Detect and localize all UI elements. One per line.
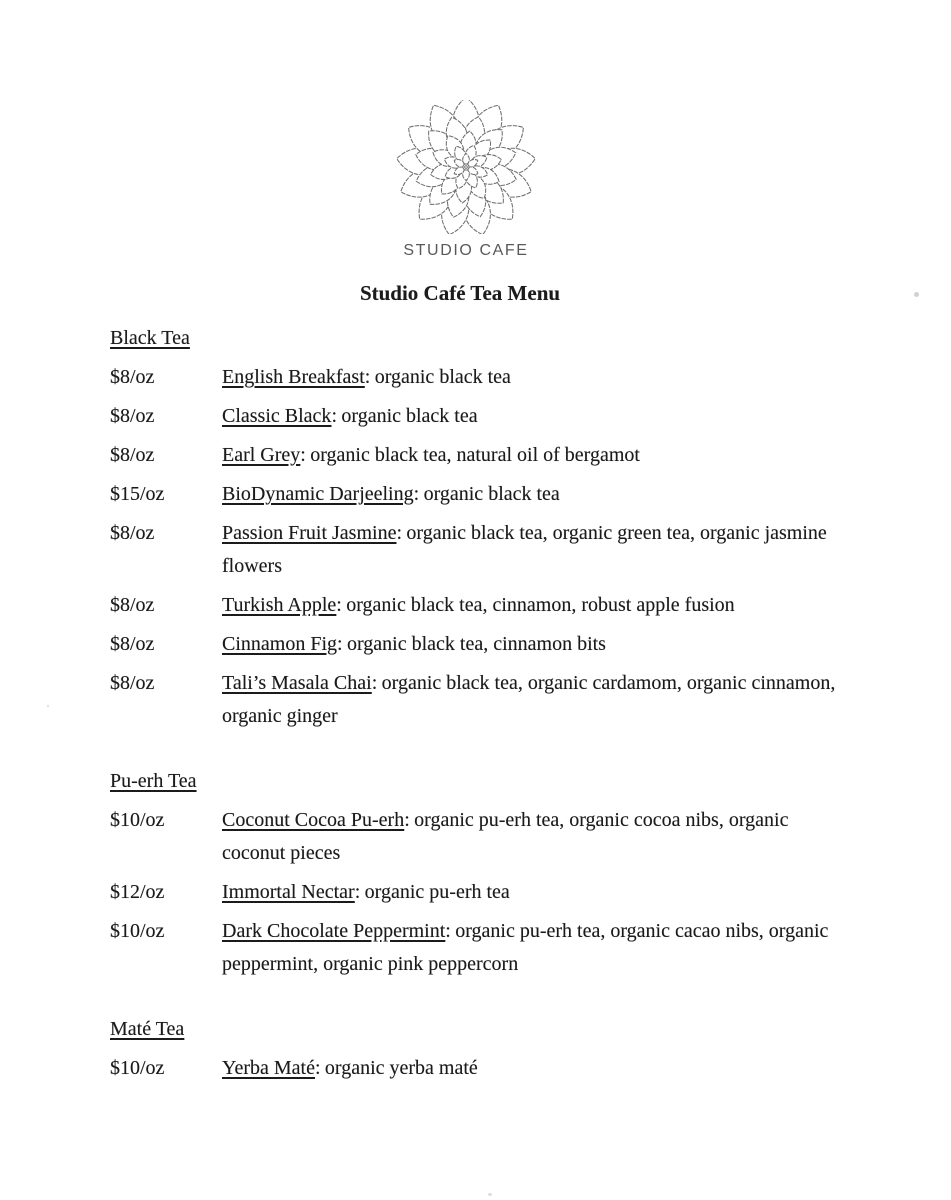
section-heading: Maté Tea xyxy=(110,1018,185,1040)
item-price: $8/oz xyxy=(110,366,155,388)
item-description xyxy=(222,915,852,981)
item-price: $8/oz xyxy=(110,405,155,427)
item-description xyxy=(222,628,852,661)
tea-name: BioDynamic Darjeeling xyxy=(222,483,414,505)
tea-ingredients: organic black tea, organic cardamom, organic cinnamon, organic ginger xyxy=(222,672,836,727)
name-colon: : xyxy=(336,594,342,616)
name-colon: : xyxy=(300,444,306,466)
item-price: $8/oz xyxy=(110,522,155,544)
tea-name: Passion Fruit Jasmine xyxy=(222,522,397,544)
item-description xyxy=(222,667,852,733)
tea-name: Tali’s Masala Chai xyxy=(222,672,372,694)
tea-ingredients: organic black tea, natural oil of bergamot xyxy=(310,444,640,466)
section-rows xyxy=(110,804,829,981)
tea-name: Turkish Apple xyxy=(222,594,337,616)
item-description xyxy=(222,400,852,433)
tea-name: English Breakfast xyxy=(222,366,365,388)
name-colon: : xyxy=(404,809,410,831)
tea-ingredients: organic black tea xyxy=(423,483,560,505)
menu-section xyxy=(110,765,829,981)
tea-ingredients: organic black tea xyxy=(341,405,478,427)
name-colon: : xyxy=(331,405,337,427)
tea-name: Immortal Nectar xyxy=(222,881,355,903)
name-colon: : xyxy=(396,522,403,544)
name-colon: : xyxy=(445,920,451,942)
logo-block xyxy=(0,100,932,260)
name-colon: : xyxy=(371,672,378,694)
item-price: $8/oz xyxy=(110,594,155,616)
item-price: $15/oz xyxy=(110,483,165,505)
tea-ingredients: organic pu-erh tea, organic cocoa nibs, organic coconut pieces xyxy=(222,809,789,864)
item-price: $10/oz xyxy=(110,809,165,831)
tea-ingredients: organic black tea xyxy=(374,366,511,388)
menu-sections xyxy=(110,322,836,1085)
section-heading: Black Tea xyxy=(110,327,190,349)
item-description xyxy=(222,361,852,394)
item-description xyxy=(222,1052,852,1085)
section-rows xyxy=(110,1052,810,1085)
name-colon: : xyxy=(354,881,361,903)
item-description xyxy=(222,589,852,622)
menu-item-row xyxy=(110,517,852,583)
menu-item-row xyxy=(110,804,852,870)
name-colon: : xyxy=(314,1057,321,1079)
menu-item-row xyxy=(110,1052,852,1085)
tea-ingredients: organic yerba maté xyxy=(324,1057,478,1079)
item-price: $8/oz xyxy=(110,444,155,466)
menu-item-row xyxy=(110,876,852,909)
item-price: $12/oz xyxy=(110,881,165,903)
brand-name: STUDIO CAFE xyxy=(403,242,529,259)
section-rows xyxy=(110,361,836,733)
page-title: Studio Café Tea Menu xyxy=(359,281,561,305)
menu-section xyxy=(110,322,836,733)
tea-name: Coconut Cocoa Pu-erh xyxy=(222,809,405,831)
tea-ingredients: organic black tea, organic green tea, organic jasmine flowers xyxy=(222,522,827,577)
scan-speck xyxy=(914,292,919,297)
section-heading: Pu-erh Tea xyxy=(110,770,197,792)
tea-ingredients: organic black tea, cinnamon, robust apple fusion xyxy=(346,594,735,616)
name-colon: : xyxy=(364,366,371,388)
menu-item-row xyxy=(110,628,852,661)
item-description xyxy=(222,876,852,909)
tea-name: Cinnamon Fig xyxy=(222,633,338,655)
item-price: $10/oz xyxy=(110,920,165,942)
tea-ingredients: organic black tea, cinnamon bits xyxy=(346,633,606,655)
menu-item-row xyxy=(110,478,852,511)
menu-item-row xyxy=(110,439,852,472)
tea-ingredients: organic pu-erh tea, organic cacao nibs, organic peppermint, organic pink peppercorn xyxy=(222,920,829,975)
tea-name: Earl Grey xyxy=(222,444,301,466)
tea-ingredients: organic pu-erh tea xyxy=(364,881,510,903)
menu-item-row xyxy=(110,915,852,981)
item-price: $8/oz xyxy=(110,633,155,655)
name-colon: : xyxy=(413,483,420,505)
succulent-flower-icon xyxy=(395,100,537,239)
tea-name: Classic Black xyxy=(222,405,332,427)
item-price: $8/oz xyxy=(110,672,155,694)
name-colon: : xyxy=(337,633,343,655)
tea-name: Yerba Maté xyxy=(222,1057,315,1079)
item-description xyxy=(222,517,852,583)
tea-name: Dark Chocolate Peppermint xyxy=(222,920,446,942)
menu-item-row xyxy=(110,361,852,394)
menu-item-row xyxy=(110,589,852,622)
menu-content xyxy=(110,280,836,1091)
item-description xyxy=(222,478,852,511)
item-description xyxy=(222,804,852,870)
menu-item-row xyxy=(110,667,852,733)
item-description xyxy=(222,439,852,472)
item-price: $10/oz xyxy=(110,1057,165,1079)
scan-speck xyxy=(47,705,49,707)
menu-item-row xyxy=(110,400,852,433)
menu-section xyxy=(110,1013,810,1085)
scan-speck xyxy=(488,1193,492,1196)
